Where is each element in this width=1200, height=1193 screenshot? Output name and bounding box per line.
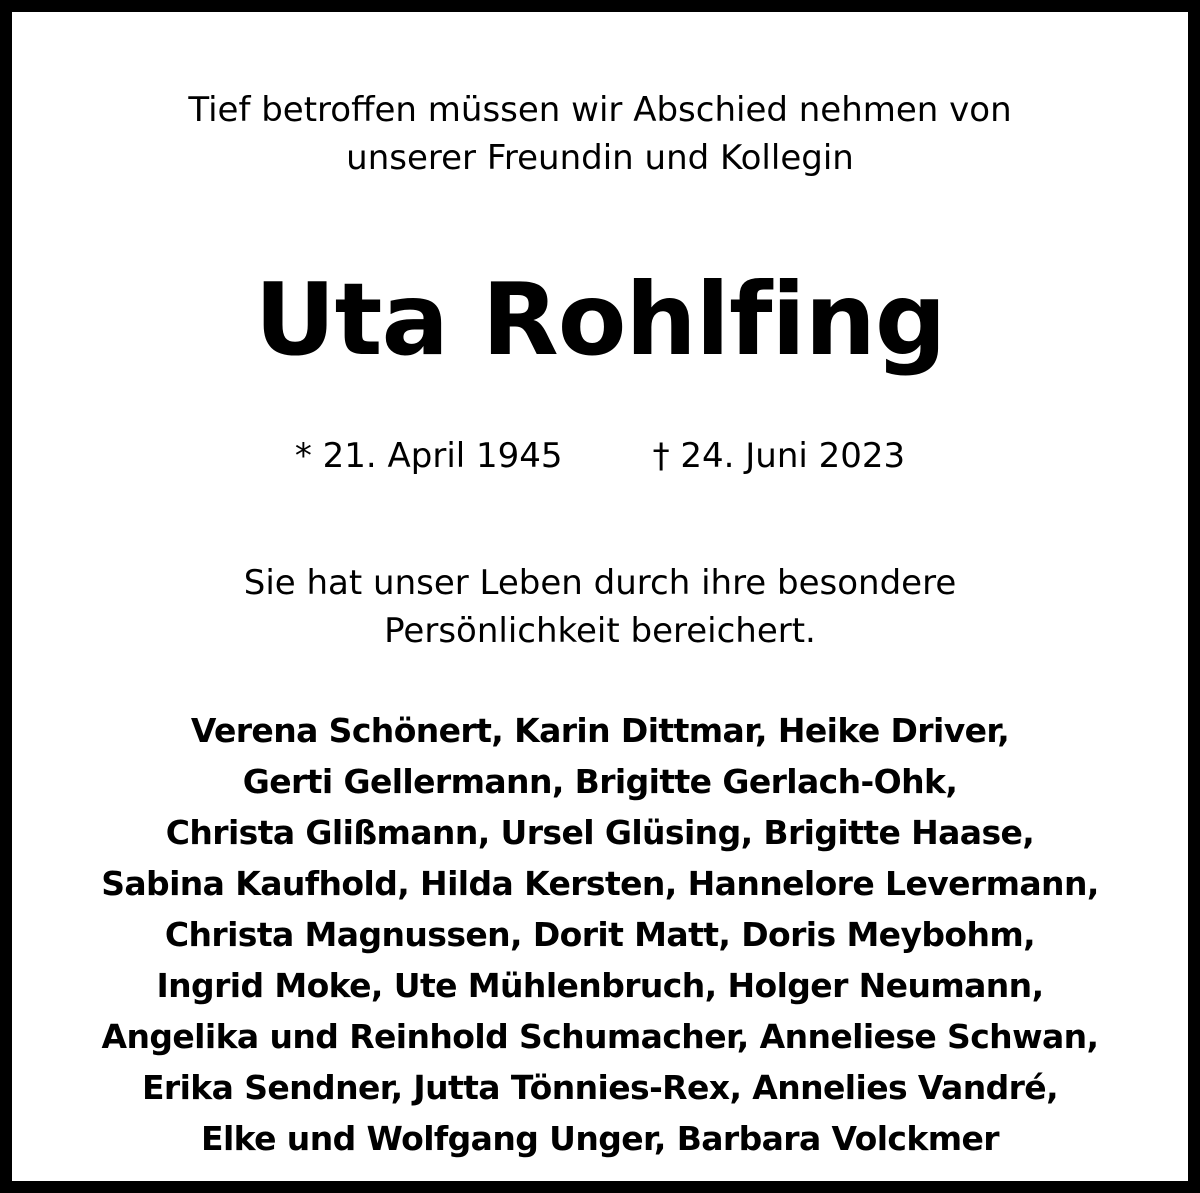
life-dates (24, 432, 1176, 480)
intro-text (24, 86, 1176, 182)
death-date: † 24. Juni 2023 (652, 436, 906, 476)
mourners-line: Christa Glißmann, Ursel Glüsing, Brigitte Haase, (165, 813, 1035, 852)
mourners-line: Sabina Kaufhold, Hilda Kersten, Hannelore Levermann, (101, 864, 1099, 903)
deceased-name: Uta Rohlfing (254, 261, 946, 378)
intro-line-2: unserer Freundin und Kollegin (346, 138, 854, 178)
mourners-list (24, 705, 1176, 1164)
tribute-quote (24, 559, 1176, 655)
mourners-line: Elke und Wolfgang Unger, Barbara Volckmer (201, 1119, 999, 1158)
obituary-content (24, 12, 1176, 1181)
mourners-line: Erika Sendner, Jutta Tönnies-Rex, Annelies Vandré, (141, 1068, 1059, 1107)
quote-line-1: Sie hat unser Leben durch ihre besondere (243, 563, 957, 603)
mourners-line: Angelika und Reinhold Schumacher, Anneliese Schwan, (101, 1017, 1099, 1056)
mourners-line: Ingrid Moke, Ute Mühlenbruch, Holger Neumann, (156, 966, 1044, 1005)
intro-line-1: Tief betroffen müssen wir Abschied nehmen von (188, 90, 1012, 130)
birth-date: * 21. April 1945 (294, 436, 563, 476)
mourners-line: Gerti Gellermann, Brigitte Gerlach-Ohk, (242, 762, 958, 801)
quote-line-2: Persönlichkeit bereichert. (384, 611, 816, 651)
mourners-line: Christa Magnussen, Dorit Matt, Doris Meybohm, (164, 915, 1036, 954)
mourners-line: Verena Schönert, Karin Dittmar, Heike Driver, (190, 711, 1010, 750)
